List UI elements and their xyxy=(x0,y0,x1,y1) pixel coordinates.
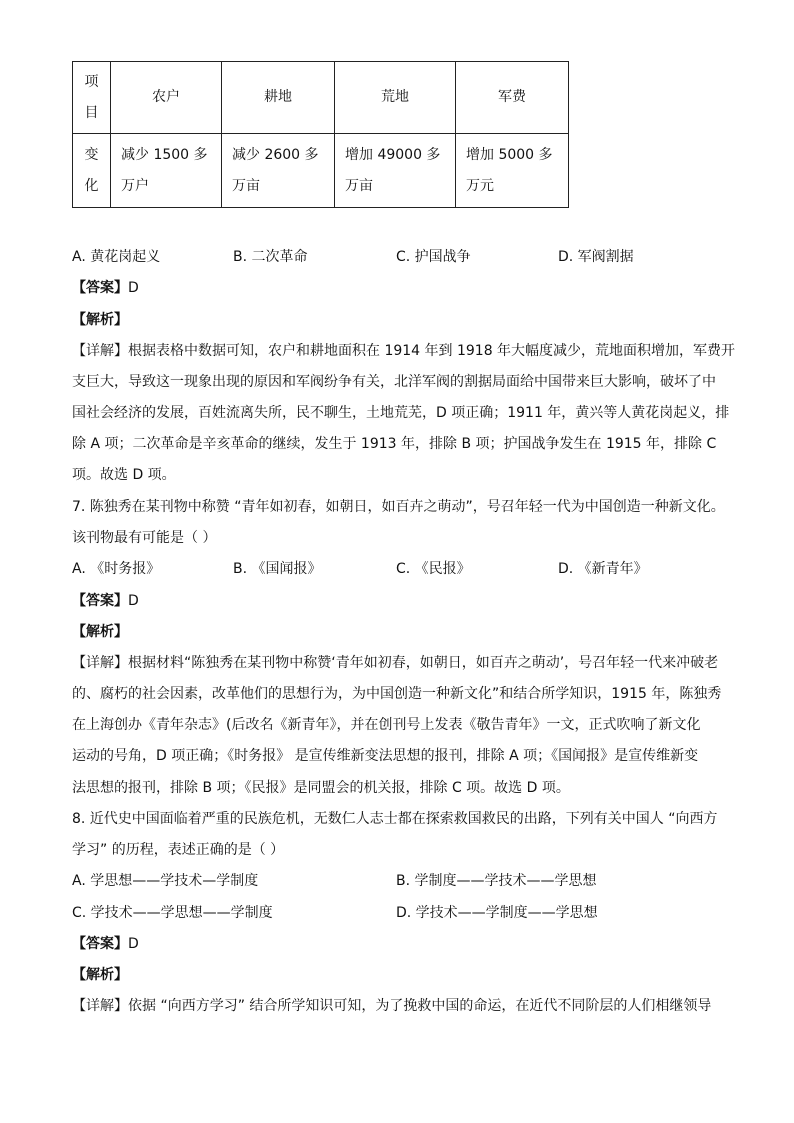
cell-line: 万亩 xyxy=(345,177,373,194)
detail-line: 支巨大，导致这一现象出现的原因和军阀纷争有关，北洋军阀的割据局面给中国带来巨大影响，破坏了中 xyxy=(72,374,716,390)
cell-line: 万亩 xyxy=(232,177,260,194)
question-text: 学习” 的历程，表述正确的是（ ） xyxy=(72,842,285,858)
option-a: A. 黄花岗起义 xyxy=(72,249,161,265)
cell-line: 增加 49000 多 xyxy=(345,146,441,163)
option-b: B. 二次革命 xyxy=(233,249,308,265)
option-c: C. 学技术——学思想——学制度 xyxy=(72,905,273,921)
row-label-text: 变化 xyxy=(84,146,99,194)
answer-tag: 【答案】 xyxy=(72,280,128,296)
question-text: 7. 陈独秀在某刊物中称赞 “青年如初春，如朝日，如百卉之萌动”，号召年轻一代为中国创造一种新文化。 xyxy=(72,499,725,515)
detail-line: 法思想的报刊，排除 B 项；《民报》是同盟会的机关报，排除 C 项。故选 D 项。 xyxy=(72,780,570,796)
table-header-cell: 荒地 xyxy=(335,62,456,134)
answer-tag: 【答案】 xyxy=(72,936,128,952)
detail-line: 【详解】根据材料“陈独秀在某刊物中称赞‘青年如初春，如朝日，如百卉之萌动’，号召年轻一代来冲破老 xyxy=(72,655,719,671)
data-table xyxy=(72,61,569,208)
analysis-tag: 【解析】 xyxy=(72,312,128,328)
detail-line: 【详解】根据表格中数据可知，农户和耕地面积在 1914 年到 1918 年大幅度减少，荒地面积增加，军费开 xyxy=(72,343,736,359)
table-header-cell: 农户 xyxy=(111,62,222,134)
detail-line: 项。故选 D 项。 xyxy=(72,467,176,483)
answer-line xyxy=(72,277,139,297)
table-header-cell: 耕地 xyxy=(222,62,335,134)
row-label xyxy=(73,62,111,134)
detail-line: 在上海创办《青年杂志》(后改名《新青年》，并在创刊号上发表《敬告青年》一文，正式吹响了新文化 xyxy=(72,717,701,733)
row-label-text: 项目 xyxy=(84,73,99,121)
analysis-tag: 【解析】 xyxy=(72,624,128,640)
option-b: B. 学制度——学技术——学思想 xyxy=(396,873,597,889)
option-a: A. 《时务报》 xyxy=(72,561,161,577)
cell-line: 增加 5000 多 xyxy=(466,146,553,163)
answer-value: D xyxy=(128,936,139,952)
detail-line: 【详解】依据 “向西方学习” 结合所学知识可知，为了挽救中国的命运，在近代不同阶层的人们相继领导 xyxy=(72,998,712,1014)
row-label xyxy=(73,134,111,208)
question-text: 该刊物最有可能是（ ） xyxy=(72,530,217,546)
answer-line xyxy=(72,590,139,610)
option-d: D. 学技术——学制度——学思想 xyxy=(396,905,598,921)
table-cell xyxy=(222,134,335,208)
option-d: D. 军阀割据 xyxy=(558,249,634,265)
analysis-tag: 【解析】 xyxy=(72,967,128,983)
table-row xyxy=(73,62,569,134)
table-cell xyxy=(335,134,456,208)
option-c: C. 护国战争 xyxy=(396,249,471,265)
question-text: 8. 近代史中国面临着严重的民族危机，无数仁人志士都在探索救国救民的出路，下列有关中国人 “向西方 xyxy=(72,811,718,827)
option-b: B. 《国闻报》 xyxy=(233,561,322,577)
answer-tag: 【答案】 xyxy=(72,593,128,609)
option-a: A. 学思想——学技术—学制度 xyxy=(72,873,259,889)
detail-line: 运动的号角，D 项正确；《时务报》 是宣传维新变法思想的报刊，排除 A 项；《国闻报》是宣传维新变 xyxy=(72,748,699,764)
table-cell xyxy=(456,134,569,208)
cell-line: 万户 xyxy=(121,177,149,194)
table-row xyxy=(73,134,569,208)
detail-line: 的、腐朽的社会因素，改革他们的思想行为，为中国创造一种新文化”和结合所学知识，1915 年，陈独秀 xyxy=(72,686,722,702)
cell-line: 减少 2600 多 xyxy=(232,146,319,163)
cell-line: 减少 1500 多 xyxy=(121,146,208,163)
table-header-cell: 军费 xyxy=(456,62,569,134)
option-d: D. 《新青年》 xyxy=(558,561,648,577)
answer-value: D xyxy=(128,280,139,296)
answer-line xyxy=(72,933,139,953)
option-c: C. 《民报》 xyxy=(396,561,471,577)
detail-line: 国社会经济的发展，百姓流离失所，民不聊生，土地荒芜，D 项正确；1911 年，黄兴等人黄花岗起义，排 xyxy=(72,405,730,421)
detail-line: 除 A 项；二次革命是辛亥革命的继续，发生于 1913 年，排除 B 项；护国战争发生在 1915 年，排除 C xyxy=(72,436,717,452)
table-cell xyxy=(111,134,222,208)
cell-line: 万元 xyxy=(466,177,494,194)
answer-value: D xyxy=(128,593,139,609)
